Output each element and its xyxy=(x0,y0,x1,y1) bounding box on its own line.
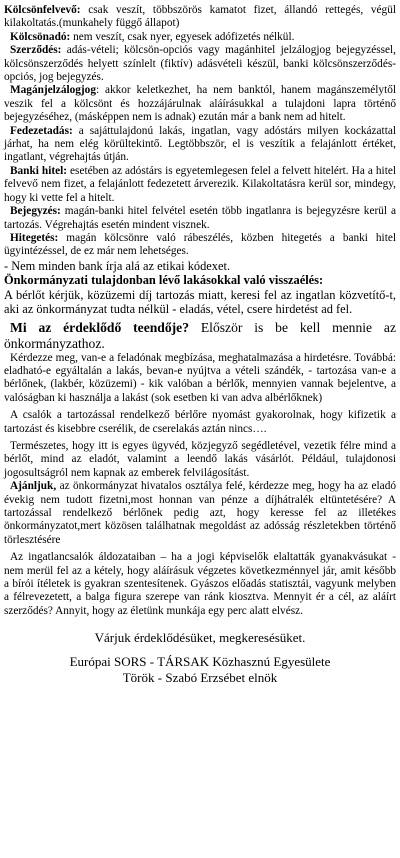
term: Kölcsönfelvevő: xyxy=(4,4,81,16)
recommend-bold: Ajánljuk, xyxy=(10,480,57,493)
definition-text: a sajáttulajdonú lakás, ingatlan, vagy adóstárs milyen kockázattal járhat, ha nem elég körültekintő. Legtöbbször, el is veszítik a felajánlott értéket, ingatlant, végrehajtás útján. xyxy=(4,124,396,164)
question-heading xyxy=(4,320,396,351)
term: Banki hitel: xyxy=(10,164,68,177)
closing-signatory: Török - Szabó Erzsébet elnök xyxy=(122,670,278,686)
closing-organization: Európai SORS - TÁRSAK Közhasznú Egyesülete xyxy=(69,654,331,670)
paragraph-csalok: A csalók a tartozással rendelkező bérlőre nyomást gyakorolnak, hogy kifizetik a tartozást és kisebbre cserélik, de cserelakás aztán nincs…. xyxy=(4,409,396,435)
definition-text: adás-vételi; kölcsön-opciós vagy magánhitel jelzálogjog bejegyzéssel, kölcsönszerződés helyett színlelt (fiktív) adásvételi készül, banki kölcsönszerződés-opciós, jog bejegyzés. xyxy=(4,44,396,84)
section-title-onkormanyzati: Önkormányzati tulajdonban lévő lakásokkal való visszaélés: xyxy=(4,273,324,288)
definition-text: csak veszít, többszörös kamatot fizet, állandó rettegés, végül kilakoltatás.(munkahely függő állapot) xyxy=(4,4,396,30)
bank-ethics-note: - Nem minden bank írja alá az etikai kódexet. xyxy=(4,258,231,273)
definition-text: magán kölcsönre való rábeszélés, közben hitegetés a banki hitel ügyintézéssel, de ez már nem lehetséges. xyxy=(4,231,396,258)
paragraph-termeszetes: Természetes, hogy itt is egyes ügyvéd, közjegyző segédletével, vezetik félre mind a bérlőt, mind az eladót, valamint a leendő lakás vásárlót. Például, tulajdonosi jogosultságról nem kapnak az emberek felvilágosítást. xyxy=(4,439,396,479)
paragraph-aldozatok: Az ingatlancsalók áldozataiban – ha a jogi képviselők elaltatták gyanakvásukat - nem merül fel az a kétely, hogy aláírásuk végzetes következménnyel jár, amit később a bírói ítéletek is gyakran szentesítenek. Gyászos előadás statisztái, vagyunk melyben a félrevezetett, a balga figura szerepe van ránk kiosztva. Mennyit ér a cél, az aláírt szerződés? Annyit, hogy az életünk munkája egy perc alatt elvész. xyxy=(4,551,396,617)
definition-bejegyzes xyxy=(4,205,396,232)
term: Szerződés: xyxy=(10,44,62,57)
definition-szerzodes xyxy=(4,44,396,84)
definition-hitegetes xyxy=(4,232,396,259)
definition-fedezetadas xyxy=(4,125,396,165)
definition-banki-hitel xyxy=(4,165,396,205)
definition-text: nem veszít, csak nyer, egyesek adófizetés nélkül. xyxy=(70,30,295,43)
term: Hitegetés: xyxy=(10,231,59,244)
question-text: Először is be kell mennie az önkormányzathoz. xyxy=(4,320,396,351)
paragraph-ajanljuk xyxy=(4,480,396,547)
paragraph-kerdezze: Kérdezze meg, van-e a feladónak megbízása, meghatalmazása a hirdetésre. Továbbá: eladható-e egyáltalán a lakás, bevan-e nyújtva a vételi szándék, - tartozása van-e a bérlőnek, (lakbér, közüzemi) - kik valóban a bérlők, mennyien vannak bejelentve, a valóságban ki használja a lakást (sok esetben ki van adva albérlőknek) xyxy=(4,351,396,404)
definition-text: esetében az adóstárs is egyetemlegesen felel a felvett hitelért. Ha a hitel felvevő nem fizet, a felajánlott fedezetett árverezik. Kilakoltatásra kerül sor, mindegy, hogy ki vette fel a hitelt. xyxy=(4,164,396,204)
definition-maganjelzalogjog xyxy=(4,84,396,124)
term: Fedezetadás: xyxy=(10,124,73,137)
term: Kölcsönadó: xyxy=(10,30,71,43)
definition-kolcsonado xyxy=(4,31,396,44)
section-text-onkormanyzati: A bérlőt kérjük, közüzemi díj tartozás miatt, keresi fel az ingatlan közvetítő-t, aki az önkormányzat tudta nélkül - eladás, vétel, csere hirdetést ad fel. xyxy=(4,287,396,316)
term: Magánjelzálogjog xyxy=(10,84,96,97)
recommend-text: az önkormányzat hivatalos osztálya felé, kérdezze meg, hogy ha az eladó évekig nem tudott fizetni,most honnan van pénze a díjhátralék eltüntetésére? A tartozással rendelkező bérlőnek pedig azt, hogy keresse fel az illetékes önkormányzatot,mert közösen találhatnak megoldást az adósság részletekben történő törlesztésére xyxy=(4,480,396,546)
definition-text: : akkor keletkezhet, ha nem banktól, hanem magánszemélytől veszik fel a kölcsönt és hozzájárulnak aláírásukkal a tulajdoni lapra történő bejegyzéséhez, (másképpen nem is adnak) ezután már a bank nem ad hitelt. xyxy=(4,84,396,124)
closing-invitation: Várjuk érdeklődésüket, megkeresésüket. xyxy=(94,630,306,646)
term: Bejegyzés: xyxy=(10,205,61,218)
definition-kolcsonfelvevo xyxy=(4,4,396,31)
definition-text: magán-banki hitel felvétel esetén több ingatlanra is bejegyzésre kerül a tartozás. Végrehajtás esetén mindent visznek. xyxy=(4,205,396,231)
question-bold: Mi az érdeklődő teendője? xyxy=(10,320,190,336)
